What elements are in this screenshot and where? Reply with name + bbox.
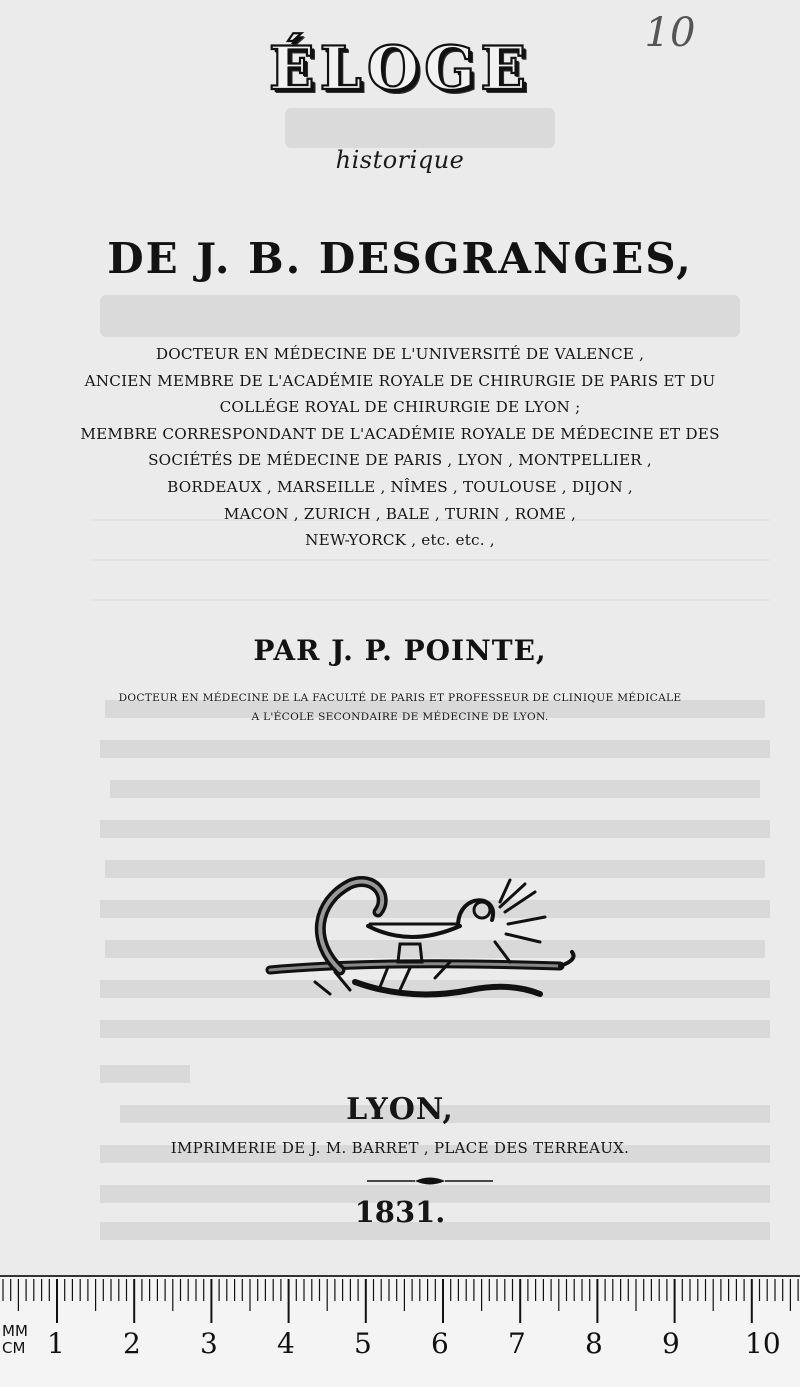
printer-imprint: IMPRIMERIE DE J. M. BARRET , PLACE DES TERREAUX. [170, 1139, 630, 1157]
credential-line: DOCTEUR EN MÉDECINE DE L'UNIVERSITÉ DE VALENCE , [155, 345, 645, 363]
ruler-ticks [0, 1277, 800, 1387]
serpent-cup-vignette-icon [260, 872, 590, 1022]
handwritten-page-number: 10 [644, 10, 696, 56]
ruler-number: 6 [431, 1327, 449, 1360]
ruler-number: 4 [277, 1327, 295, 1360]
ruler-number: 8 [585, 1327, 603, 1360]
ruler-unit-label [2, 1323, 28, 1357]
ruler-number: 5 [354, 1327, 372, 1360]
subtitle: historique [335, 146, 465, 174]
credential-line: BORDEAUX , MARSEILLE , NÎMES , TOULOUSE , DIJON , [167, 477, 633, 496]
author-credentials [0, 689, 800, 727]
subject-name: DE J. B. DESGRANGES, [107, 234, 693, 283]
credential-line: SOCIÉTÉS DE MÉDECINE DE PARIS , LYON , MONTPELLIER , [148, 451, 652, 470]
ruler-unit-cm: CM [2, 1339, 26, 1357]
publication-year: 1831. [354, 1195, 446, 1229]
measurement-ruler [0, 1275, 800, 1387]
ruler-unit-mm: MM [2, 1322, 28, 1340]
imprint-city: LYON, [346, 1092, 454, 1127]
author-credential-line: A L'ÉCOLE SECONDAIRE DE MÉDECINE DE LYON. [251, 711, 549, 723]
ruler-number: 9 [662, 1327, 680, 1360]
page-title: ÉLOGE [268, 34, 532, 104]
ruler-number: 1 [47, 1327, 65, 1360]
ruler-number: 3 [200, 1327, 218, 1360]
ruler-number: 10 [745, 1327, 781, 1360]
ruler-number: 2 [123, 1327, 141, 1360]
subject-credentials [0, 341, 800, 554]
author-name: PAR J. P. POINTE, [253, 634, 547, 667]
credential-line: COLLÉGE ROYAL DE CHIRURGIE DE LYON ; [219, 398, 581, 417]
ruler-number: 7 [508, 1327, 526, 1360]
credential-line: NEW-YORCK , etc. etc. , [305, 531, 495, 550]
credential-line: MACON , ZURICH , BALE , TURIN , ROME , [223, 504, 577, 523]
author-credential-line: DOCTEUR EN MÉDECINE DE LA FACULTÉ DE PARIS ET PROFESSEUR DE CLINIQUE MÉDICALE [118, 692, 682, 704]
credential-line: MEMBRE CORRESPONDANT DE L'ACADÉMIE ROYALE DE MÉDECINE ET DES [80, 424, 720, 443]
credential-line: ANCIEN MEMBRE DE L'ACADÉMIE ROYALE DE CHIRURGIE DE PARIS ET DU [84, 371, 716, 390]
ornamental-rule [365, 1174, 495, 1188]
